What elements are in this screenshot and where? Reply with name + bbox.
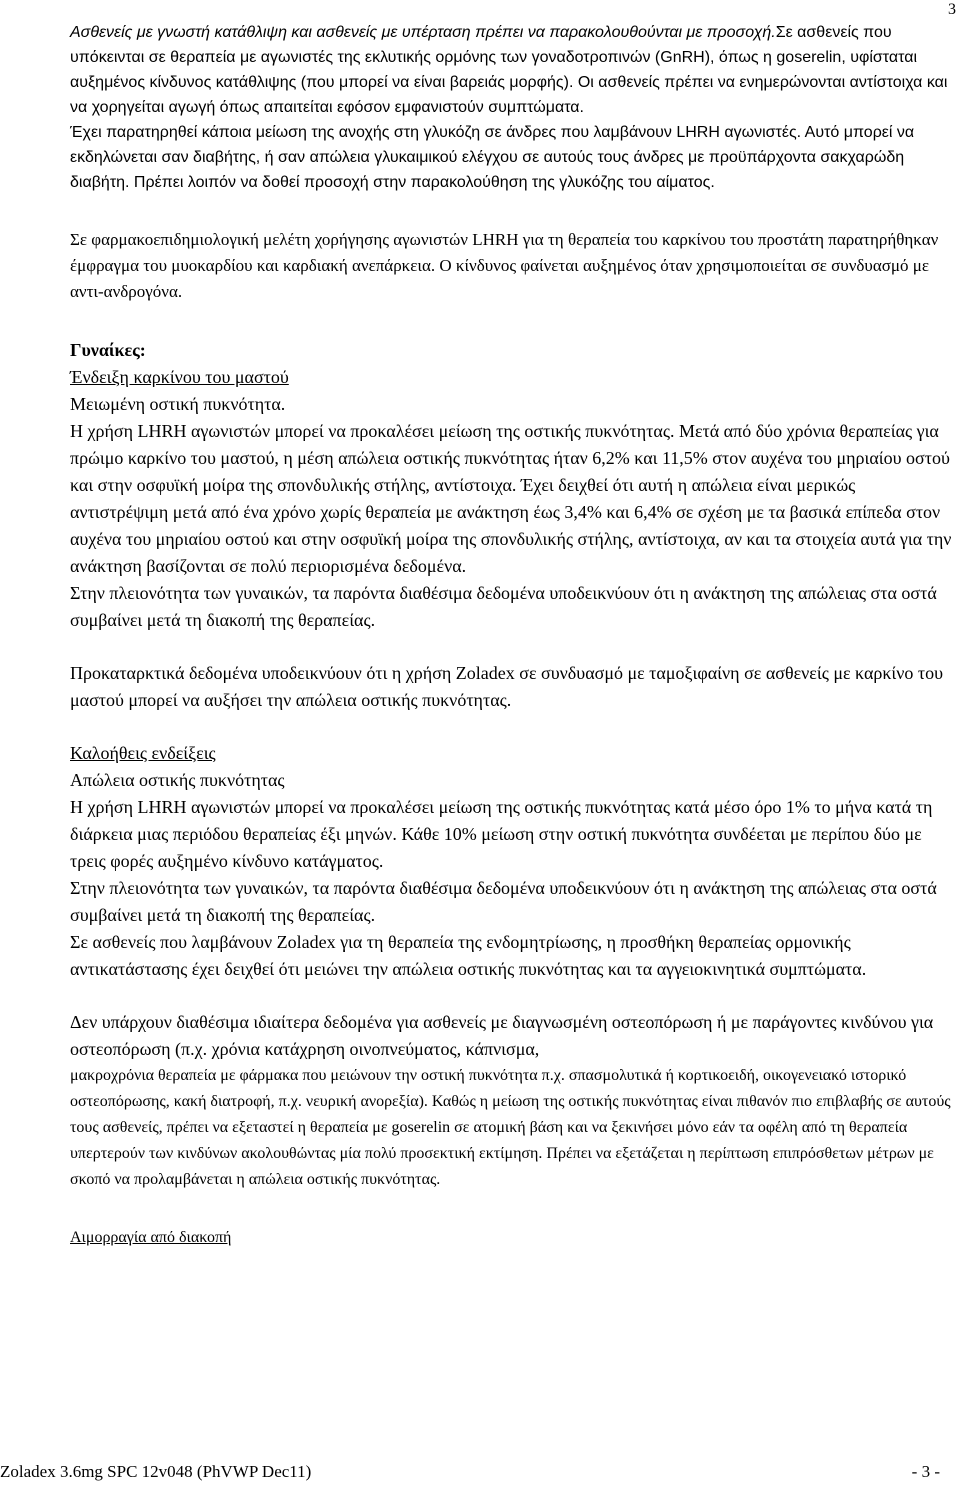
women-section	[70, 337, 958, 634]
depression-paragraph	[70, 20, 958, 120]
tamoxifen-section	[70, 660, 958, 714]
bone-recovery-paragraph: Στην πλειονότητα των γυναικών, τα παρόντα διαθέσιμα δεδομένα υποδεικνύουν ότι η ανάκτηση της απώλειας στα οστά συμβαίνει μετά τη διακοπή της θεραπείας.	[70, 583, 937, 630]
withdrawal-bleeding-section	[70, 1225, 958, 1251]
benign-section	[70, 740, 958, 983]
bone-density-paragraph: Η χρήση LHRH αγωνιστών μπορεί να προκαλέσει μείωση της οστικής πυκνότητας. Μετά από δύο χρόνια θεραπείας για πρώιμο καρκίνο του μαστού, η μέση απώλεια οστικής πυκνότητας ήταν 6,2% και 11,5% στον αυχένα του μηριαίου οστού και στην οσφυϊκή μοίρα της σπονδυλικής στήλης, αντίστοιχα. Έχει δειχθεί ότι αυτή η απώλεια είναι μερικώς αντιστρέψιμη μετά από ένα χρόνο χωρίς θεραπεία με ανάκτηση έως 3,4% και 6,4% σε σχέση με τα βασικά επίπεδα στον αυχένα του μηριαίου οστού και στην οσφυϊκή μοίρα της σπονδυλικής στήλης, αντίστοιχα, αν και τα στοιχεία αυτά για την ανάκτηση βασίζονται σε πολύ περιορισμένα δεδομένα.	[70, 421, 952, 576]
depression-warning	[70, 20, 958, 195]
osteoporosis-lead: Δεν υπάρχουν διαθέσιμα ιδιαίτερα δεδομένα για ασθενείς με διαγνωσμένη οστεοπόρωση ή με παράγοντες κινδύνου για οστεοπόρωση (π.χ. χρόνια κατάχρηση οινοπνεύματος, κάπνισμα,	[70, 1012, 934, 1059]
tamoxifen-paragraph: Προκαταρκτικά δεδομένα υποδεικνύουν ότι η χρήση Zoladex σε συνδυασμό με ταμοξιφαίνη σε ασθενείς με καρκίνο του μαστού μπορεί να αυξήσει την απώλεια οστικής πυκνότητας.	[70, 663, 944, 710]
benign-paragraph-3: Σε ασθενείς που λαμβάνουν Zoladex για τη θεραπεία της ενδομητρίωσης, η προσθήκη θεραπείας ορμονικής αντικατάστασης έχει δειχθεί ότι μειώνει την απώλεια οστικής πυκνότητας και τα αγγειοκινητικά συμπτώματα.	[70, 932, 867, 979]
footer-document-id: Zoladex 3.6mg SPC 12v048 (PhVWP Dec11)	[0, 1462, 312, 1481]
footer-page-number: - 3 -	[911, 1462, 940, 1481]
document-body	[70, 20, 958, 1251]
depression-italic-lead: Ασθενείς με γνωστή κατάθλιψη και ασθενείς με υπέρταση πρέπει να παρακολουθούνται με προσοχή.	[70, 24, 776, 41]
osteoporosis-rest: μακροχρόνια θεραπεία με φάρμακα που μειώνουν την οστική πυκνότητα π.χ. σπασμολυτικά ή κορτικοειδή, οικογενειακό ιστορικό οστεοπόρωσης, κακή διατροφή, π.χ. νευρική ανορεξία). Καθώς η μείωση της οστικής πυκνότητας είναι πιθανόν πιο επιβλαβής σε αυτούς τους ασθενείς, πρέπει να εξεταστεί η θεραπεία με goserelin σε ατομική βάση και να ξεκινήσει μόνο εάν τα οφέλη από τη θεραπεία υπερτερούν των κινδύνων ακολουθώντας μία πολύ προσεκτική εκτίμηση. Πρέπει να εξετάζεται η περίπτωση επιπρόσθετων μέτρων με σκοπό να προλαμβάνεται η απώλεια οστικής πυκνότητας.	[70, 1067, 951, 1188]
benign-bone-loss-line: Απώλεια οστικής πυκνότητας	[70, 770, 285, 790]
benign-subheading: Καλοήθεις ενδείξεις	[70, 743, 216, 763]
withdrawal-bleeding-subheading: Αιμορραγία από διακοπή	[70, 1229, 232, 1246]
benign-paragraph-1: Η χρήση LHRH αγωνιστών μπορεί να προκαλέσει μείωση της οστικής πυκνότητας κατά μέσο όρο 1% το μήνα κατά τη διάρκεια μιας περιόδου θεραπείας έξι μηνών. Κάθε 10% μείωση στην οστική πυκνότητα συνδέεται με περίπου δύο με τρεις φορές αυξημένο κίνδυνο κατάγματος.	[70, 797, 933, 871]
glucose-paragraph: Έχει παρατηρηθεί κάποια μείωση της ανοχής στη γλυκόζη σε άνδρες που λαμβάνουν LHRH αγωνιστές. Αυτό μπορεί να εκδηλώνεται σαν διαβήτης, ή σαν απώλεια γλυκαιμικού ελέγχου σε αυτούς τους άνδρες με προϋπάρχοντα σακχαρώδη διαβήτη. Πρέπει λοιπόν να δοθεί προσοχή στην παρακολούθηση της γλυκόζης του αίματος.	[70, 124, 915, 191]
breast-cancer-subheading: Ένδειξη καρκίνου του μαστού	[70, 367, 289, 387]
benign-paragraph-2: Στην πλειονότητα των γυναικών, τα παρόντα διαθέσιμα δεδομένα υποδεικνύουν ότι η ανάκτηση της απώλειας στα οστά συμβαίνει μετά τη διακοπή της θεραπείας.	[70, 878, 937, 925]
cardio-section	[70, 227, 958, 305]
depression-text: Σε ασθενείς που υπόκεινται σε θεραπεία με αγωνιστές της εκλυτικής ορμόνης των γοναδοτροπινών (GnRH), όπως η goserelin, υφίσταται αυξημένος κίνδυνος κατάθλιψης (που μπορεί να είναι βαρειάς μορφής). Οι ασθενείς πρέπει να ενημερώνονται αντίστοιχα και να χορηγείται αγωγή όπως απαιτείται εφόσον εμφανιστούν συμπτώματα.	[70, 24, 948, 116]
page-number: 3	[948, 1, 956, 18]
osteoporosis-section	[70, 1009, 958, 1193]
bone-density-line: Μειωμένη οστική πυκνότητα.	[70, 394, 286, 414]
women-heading: Γυναίκες:	[70, 340, 146, 360]
cardio-paragraph: Σε φαρμακοεπιδημιολογική μελέτη χορήγησης αγωνιστών LHRH για τη θεραπεία του καρκίνου του προστάτη παρατηρήθηκαν έμφραγμα του μυοκαρδίου και καρδιακή ανεπάρκεια. Ο κίνδυνος φαίνεται αυξημένος όταν χρησιμοποιείται σε συνδυασμό με αντι-ανδρογόνα.	[70, 230, 939, 301]
